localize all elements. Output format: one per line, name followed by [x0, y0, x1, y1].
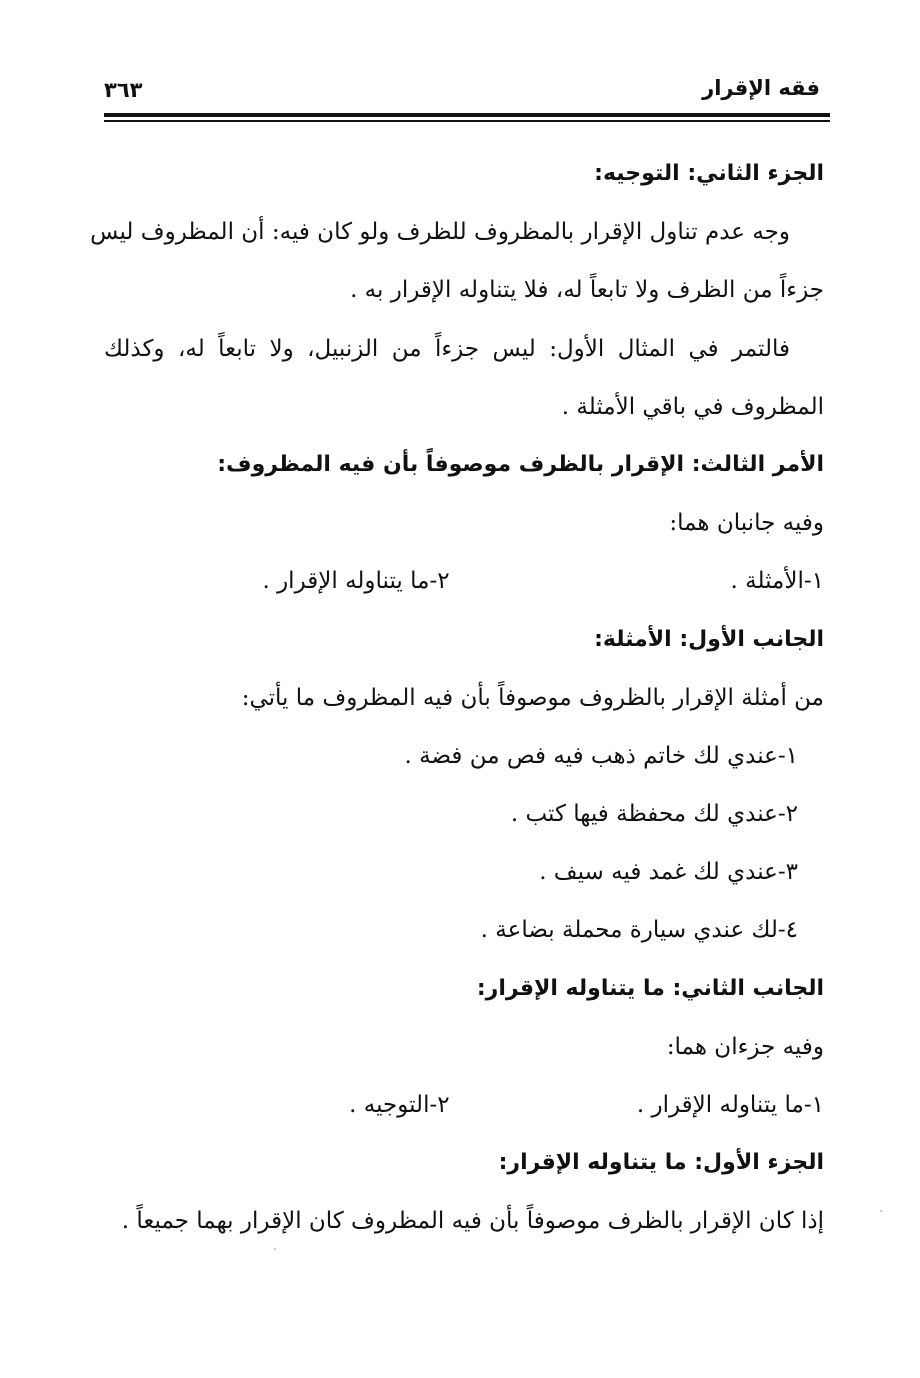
paragraph-line: فالتمر في المثال الأول: ليس جزءاً من الزنبيل، ولا تابعاً له، وكذلك: [104, 335, 790, 362]
page-body: [90, 145, 824, 1251]
header-rule-thick: [104, 113, 830, 117]
two-column-list: [104, 552, 824, 610]
example-item: ٤-لك عندي سيارة محملة بضاعة .: [480, 917, 798, 944]
list-item: ١-الأمثلة .: [730, 568, 824, 595]
two-column-list: [104, 1076, 824, 1134]
scan-speck: [274, 1248, 276, 1250]
list-item: ٢-التوجيه .: [349, 1092, 450, 1118]
page-header: [104, 76, 820, 110]
paragraph-line: إذا كان الإقرار بالظرف موصوفاً بأن فيه المظروف كان الإقرار بهما جميعاً .: [121, 1208, 824, 1235]
list-item: ٢-ما يتناوله الإقرار .: [262, 568, 450, 595]
scan-speck: [880, 1210, 882, 1212]
page-number: ٣٦٣: [104, 78, 143, 102]
paragraph-line: وفيه جانبان هما:: [669, 510, 824, 537]
list-item: ١-ما يتناوله الإقرار .: [636, 1092, 824, 1118]
section-heading-first-aspect: الجانب الأول: الأمثلة:: [594, 626, 824, 652]
paragraph-line: من أمثلة الإقرار بالظروف موصوفاً بأن فيه المظروف ما يأتي:: [241, 684, 824, 711]
paragraph-line: جزءاً من الظرف ولا تابعاً له، فلا يتناوله الإقرار به .: [350, 277, 824, 304]
running-title: فقه الإقرار: [702, 76, 820, 100]
example-item: ٢-عندي لك محفظة فيها كتب .: [510, 801, 798, 828]
section-heading-part-two-justification: الجزء الثاني: التوجيه:: [594, 161, 824, 186]
paragraph-line: المظروف في باقي الأمثلة .: [561, 393, 824, 420]
section-heading-second-aspect: الجانب الثاني: ما يتناوله الإقرار:: [476, 975, 824, 1001]
section-heading-third-matter: الأمر الثالث: الإقرار بالظرف موصوفاً بأن فيه المظروف:: [217, 451, 824, 477]
header-rule-thin: [104, 120, 830, 122]
example-item: ١-عندي لك خاتم ذهب فيه فص من فضة .: [404, 742, 798, 769]
paragraph-line: وجه عدم تناول الإقرار بالمظروف للظرف ولو كان فيه: أن المظروف ليس: [90, 219, 790, 246]
section-heading-part-one: الجزء الأول: ما يتناوله الإقرار:: [498, 1150, 824, 1176]
paragraph-line: وفيه جزءان هما:: [666, 1033, 824, 1060]
example-item: ٣-عندي لك غمد فيه سيف .: [539, 859, 798, 886]
